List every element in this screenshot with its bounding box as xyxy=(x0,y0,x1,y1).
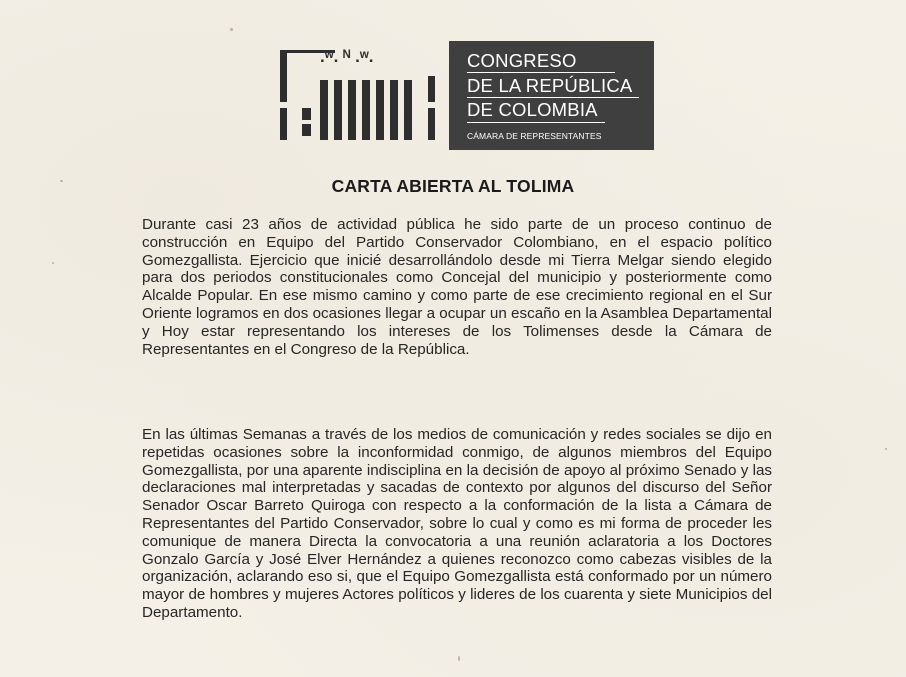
logo-line-colombia: DE COLOMBIA xyxy=(467,99,598,120)
logo-emblem-icon xyxy=(278,38,448,150)
letter-paragraph: Durante casi 23 años de actividad pública he sido parte de un proceso continuo de construcción en Equipo del Partido Conservador Colombiano, en el espacio político Gomezgallista. Ejercicio que inicié desarrollándolo desde mi Tierra Melgar siendo elegido para dos periodos constitucionales como Concejal del municipio y posteriormente como Alcalde Popular. En ese mismo camino y como parte de ese crecimiento regional en el Sur Oriente logramos en dos ocasiones llegar a ocupar un escaño en la Asamblea Departamental y Hoy estar representando los intereses de los Tolimenses desde la Cámara de Representantes en el Congreso de la República. xyxy=(142,216,772,358)
paper-speck xyxy=(230,28,233,31)
logo-divider xyxy=(467,72,615,73)
logo-text-box xyxy=(449,41,654,150)
paper-speck xyxy=(458,656,460,661)
logo-divider xyxy=(467,122,605,123)
paper-speck xyxy=(52,262,54,264)
logo-subtitle: CÁMARA DE REPRESENTANTES xyxy=(467,131,602,141)
logo-line-republica: DE LA REPÚBLICA xyxy=(467,75,633,96)
letter-title: CARTA ABIERTA AL TOLIMA xyxy=(331,176,575,196)
logo-marks: .ʷ. ᴺ .ʷ. xyxy=(320,47,374,66)
logo-line-congreso: CONGRESO xyxy=(467,50,577,71)
paper-speck xyxy=(885,448,887,450)
congreso-logo xyxy=(278,38,654,150)
letter-paragraph: En las últimas Semanas a través de los medios de comunicación y redes sociales se dijo en repetidas ocasiones sobre la inconformidad conmigo, de algunos miembros del Equipo Gomezgallista, por una aparente indisciplina en la decisión de apoyo al próximo Senado y las declaraciones mal interpretadas y sacadas de contexto por algunos del discurso del Señor Senador Oscar Barreto Quiroga con respecto a la conformación de la lista a Cámara de Representantes del Partido Conservador, sobre lo cual y como es mi forma de proceder les comunique de manera Directa la convocatoria a una reunión aclaratoria a los Doctores Gonzalo García y José Elver Hernández a quienes reconozco como cabezas visibles de la organización, aclarando eso si, que el Equipo Gomezgallista está conformado por un número mayor de hombres y mujeres Actores políticos y lideres de los cuarenta y siete Municipios del Departamento. xyxy=(142,426,772,621)
logo-divider xyxy=(467,97,639,98)
